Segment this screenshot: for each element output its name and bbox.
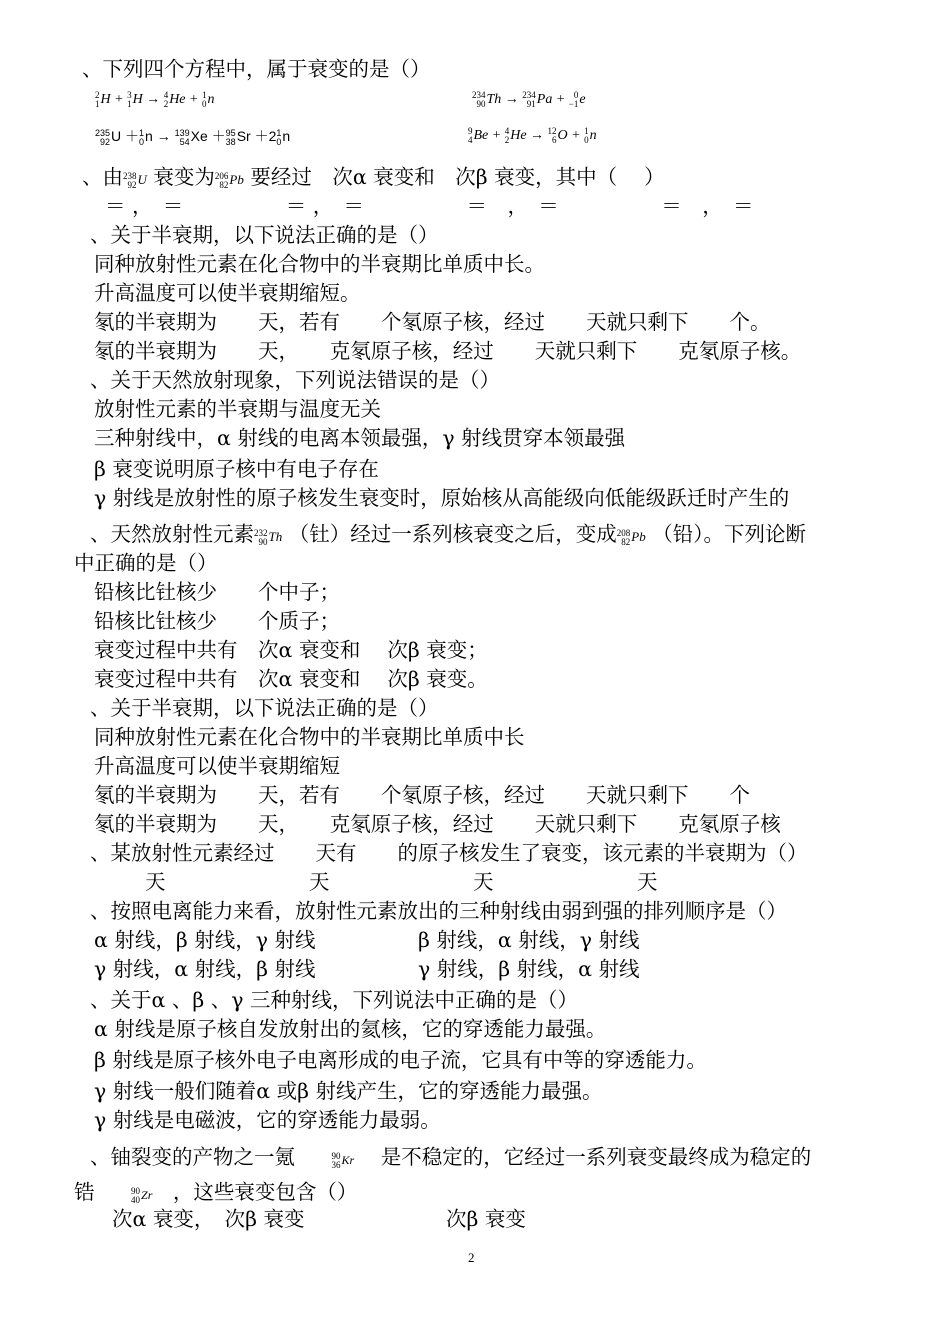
q6-option-c: 氡的半衰期为 天，若有 个氡原子核，经过 天就只剩下 个 — [94, 783, 750, 807]
q10-option-1: 次α 衰变， 次β 衰变 — [112, 1207, 305, 1231]
q8-stem: 、按照电离能力来看，放射性元素放出的三种射线由弱到强的排列顺序是（） — [90, 899, 787, 923]
q10-stem — [90, 1143, 811, 1171]
q9-option-b: β 射线是原子核外电子电离形成的电子流，它具有中等的穿透能力。 — [94, 1048, 707, 1072]
th232-symbol: 232 90 Th — [254, 528, 283, 547]
q1-option-d-equation: 9 4 Be + 4 2 He → 12 6 O + 1 0 n — [468, 126, 597, 145]
q10-stem-part: 、铀裂变的产物之一氪 — [90, 1145, 295, 1169]
q9-option-a: α 射线是原子核自发放射出的氦核，它的穿透能力最强。 — [94, 1017, 607, 1041]
q8-option-d: γ 射线，β 射线，α 射线 — [418, 957, 640, 981]
q4-option-b: 三种射线中，α 射线的电离本领最强，γ 射线贯穿本领最强 — [94, 426, 626, 450]
q4-stem: 、关于天然放射现象，下列说法错误的是（） — [90, 368, 500, 392]
q5-option-c: 衰变过程中共有 次α 衰变和 次β 衰变； — [94, 638, 488, 662]
q2-options: ＝ ， ＝ ＝ ， ＝ ＝ ， ＝ ＝ ， ＝ — [105, 194, 754, 218]
q1-option-b-equation: 234 90 Th → 234 91 Pa + 0 −1 e — [472, 90, 586, 109]
kr90-symbol: 90 36 Kr — [331, 1151, 355, 1170]
q8-option-a: α 射线，β 射线，γ 射线 — [94, 928, 316, 952]
q10-stem-continued — [74, 1178, 357, 1206]
zr90-symbol: 90 40 Zr — [131, 1186, 153, 1205]
q6-option-d: 氡的半衰期为 天， 克氡原子核，经过 天就只剩下 克氡原子核 — [94, 812, 781, 836]
page-number: 2 — [468, 1250, 475, 1265]
q7-stem: 、某放射性元素经过 天有 的原子核发生了衰变，该元素的半衰期为（） — [90, 841, 808, 865]
q10-stem-part: 锆 — [74, 1180, 95, 1204]
q2-stem-part: 、由 — [82, 165, 123, 189]
q7-options: 天 天 天 天 — [145, 870, 658, 894]
q3-option-d: 氡的半衰期为 天， 克氡原子核，经过 天就只剩下 克氡原子核。 — [94, 339, 802, 363]
q5-stem-continued: 中正确的是（） — [74, 551, 218, 575]
q5-stem-part: 、天然放射性元素 — [90, 522, 254, 546]
u238-symbol: 238 92 U — [123, 171, 147, 190]
q1-option-c-equation: 235 92 U ＋ 1 0 n → 139 54 Xe ＋ 95 38 Sr ＋2 1 0 n — [95, 128, 291, 147]
q3-option-c: 氡的半衰期为 天，若有 个氡原子核，经过 天就只剩下 个。 — [94, 310, 771, 334]
q9-stem: 、关于α 、β 、γ 三种射线，下列说法中正确的是（） — [90, 988, 578, 1012]
q10-stem-part: 是不稳定的，它经过一系列衰变最终成为稳定的 — [380, 1145, 812, 1169]
q2-stem-part: 衰变为 — [153, 165, 215, 189]
q4-option-d: γ 射线是放射性的原子核发生衰变时，原始核从高能级向低能级跃迁时产生的 — [94, 486, 790, 510]
q9-option-c: γ 射线一般们随着α 或β 射线产生，它的穿透能力最强。 — [94, 1079, 603, 1103]
q10-option-2: 次β 衰变 — [446, 1207, 526, 1231]
pb208-symbol: 208 82 Pb — [616, 528, 646, 547]
q6-stem: 、关于半衰期，以下说法正确的是（） — [90, 696, 439, 720]
q1-stem: 、下列四个方程中，属于衰变的是（） — [82, 57, 431, 81]
pb206-symbol: 206 82 Pb — [214, 171, 244, 190]
q5-option-a: 铅核比钍核少 个中子； — [94, 580, 340, 604]
q6-option-a: 同种放射性元素在化合物中的半衰期比单质中长 — [94, 725, 525, 749]
q9-option-d: γ 射线是电磁波，它的穿透能力最弱。 — [94, 1108, 441, 1132]
q5-option-b: 铅核比钍核少 个质子； — [94, 609, 340, 633]
q4-option-c: β 衰变说明原子核中有电子存在 — [94, 457, 379, 481]
q5-stem-part: （铅）。下列论断 — [652, 522, 806, 546]
q2-stem-part: 要经过 次α 衰变和 次β 衰变，其中（ ） — [250, 165, 665, 189]
q8-option-b: β 射线，α 射线，γ 射线 — [418, 928, 640, 952]
q3-option-b: 升高温度可以使半衰期缩短。 — [94, 281, 361, 305]
q10-stem-part: ，这些衰变包含（） — [172, 1180, 358, 1204]
q5-stem — [90, 520, 806, 548]
q2-stem — [82, 163, 665, 191]
q3-stem: 、关于半衰期，以下说法正确的是（） — [90, 223, 439, 247]
q3-option-a: 同种放射性元素在化合物中的半衰期比单质中长。 — [94, 252, 545, 276]
q5-option-d: 衰变过程中共有 次α 衰变和 次β 衰变。 — [94, 667, 488, 691]
q1-option-a-equation: 2 1 H + 3 1 H → 4 2 He + 1 0 n — [95, 90, 215, 109]
q4-option-a: 放射性元素的半衰期与温度无关 — [94, 397, 381, 421]
q5-stem-part: （钍）经过一系列核衰变之后，变成 — [288, 522, 617, 546]
q6-option-b: 升高温度可以使半衰期缩短 — [94, 754, 340, 778]
q8-option-c: γ 射线，α 射线，β 射线 — [94, 957, 316, 981]
